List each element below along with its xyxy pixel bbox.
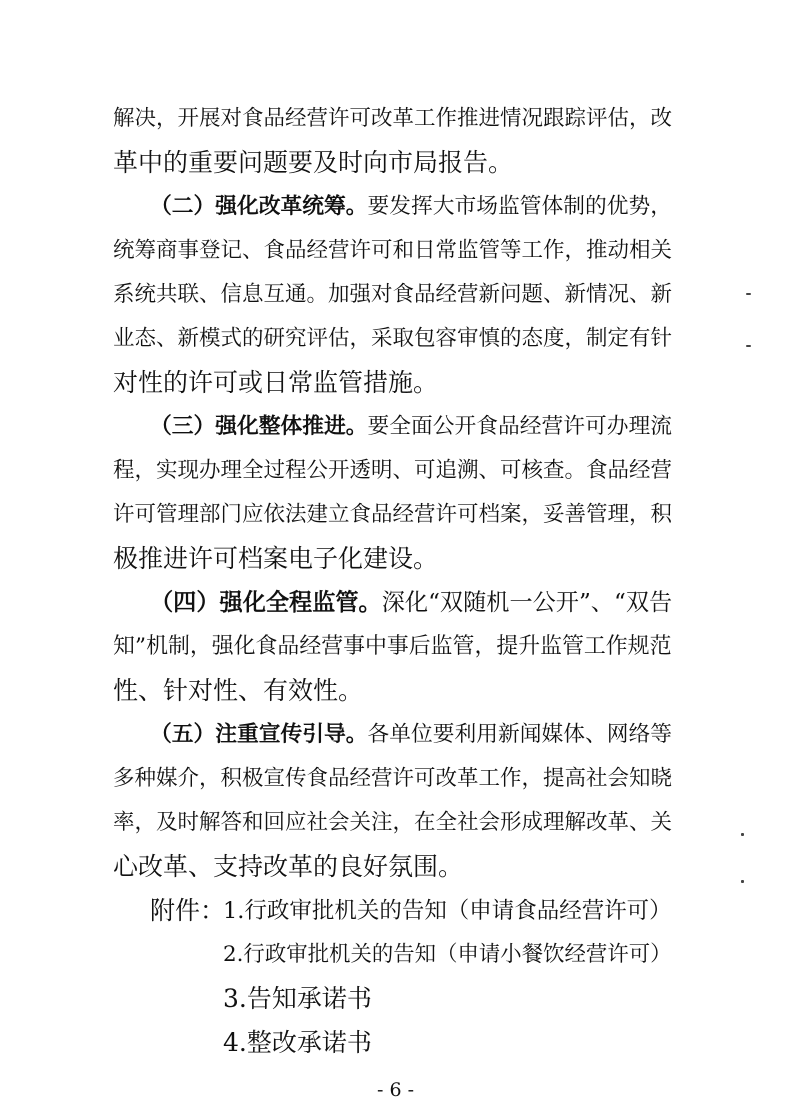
section-5-first-line xyxy=(150,720,672,750)
section-5-line-4: 心改革、支持改革的良好氛围。 xyxy=(113,852,464,881)
scan-speck xyxy=(741,833,744,836)
section-3-line-3: 许可管理部门应依法建立食品经营许可档案，妥善管理，积 xyxy=(113,502,673,527)
attachment-item: 4.整改承诺书 xyxy=(223,1028,372,1057)
attachment-item: 2.行政审批机关的告知（申请小餐饮经营许可） xyxy=(223,942,672,967)
section-2-first-line xyxy=(150,192,672,222)
section-4-line-2: 知”机制，强化食品经营事中事后监管，提升监管工作规范 xyxy=(113,634,672,659)
intro-line-1: 解决，开展对食品经营许可改革工作推进情况跟踪评估，改 xyxy=(113,106,673,131)
attachment-item: 3.告知承诺书 xyxy=(223,984,372,1013)
section-3-heading: （三）强化整体推进。 xyxy=(150,414,368,439)
page-number: - 6 - xyxy=(376,1079,414,1101)
scan-speck xyxy=(746,293,751,295)
section-2-line-4: 业态、新模式的研究评估，采取包容审慎的态度，制定有针 xyxy=(113,326,673,351)
section-2-line-5: 对性的许可或日常监管措施。 xyxy=(113,368,439,397)
section-2-line-3: 系统共联、信息互通。加强对食品经营新问题、新情况、新 xyxy=(113,282,673,307)
scan-speck xyxy=(741,880,744,883)
section-4-heading: （四）强化全程监管。 xyxy=(150,589,382,616)
section-3-text: 要全面公开食品经营许可办理流 xyxy=(367,414,672,439)
section-5-line-2: 多种媒介，积极宣传食品经营许可改革工作，提高社会知晓 xyxy=(113,766,673,791)
section-5-text: 各单位要利用新闻媒体、网络等 xyxy=(367,722,672,747)
section-5-heading: （五）注重宣传引导。 xyxy=(150,722,368,747)
section-2-line-2: 统筹商事登记、食品经营许可和日常监管等工作，推动相关 xyxy=(113,238,673,263)
attachment-item: 1.行政审批机关的告知（申请食品经营许可） xyxy=(223,898,672,924)
attachments-label: 附件： xyxy=(150,896,226,925)
section-4-first-line xyxy=(150,588,672,618)
section-4-text: 深化“双随机一公开”、“双告 xyxy=(381,589,673,616)
section-2-text: 要发挥大市场监管体制的优势， xyxy=(367,194,672,219)
section-3-line-4: 极推进许可档案电子化建设。 xyxy=(113,544,439,573)
section-4-line-3: 性、针对性、有效性。 xyxy=(113,676,364,705)
intro-line-2: 革中的重要问题要及时向市局报告。 xyxy=(113,148,514,177)
section-3-line-2: 程，实现办理全过程公开透明、可追溯、可核查。食品经营 xyxy=(113,458,673,483)
scan-speck xyxy=(746,345,751,347)
section-2-heading: （二）强化改革统筹。 xyxy=(150,194,368,219)
section-3-first-line xyxy=(150,412,672,442)
section-5-line-3: 率，及时解答和回应社会关注，在全社会形成理解改革、关 xyxy=(113,810,673,835)
